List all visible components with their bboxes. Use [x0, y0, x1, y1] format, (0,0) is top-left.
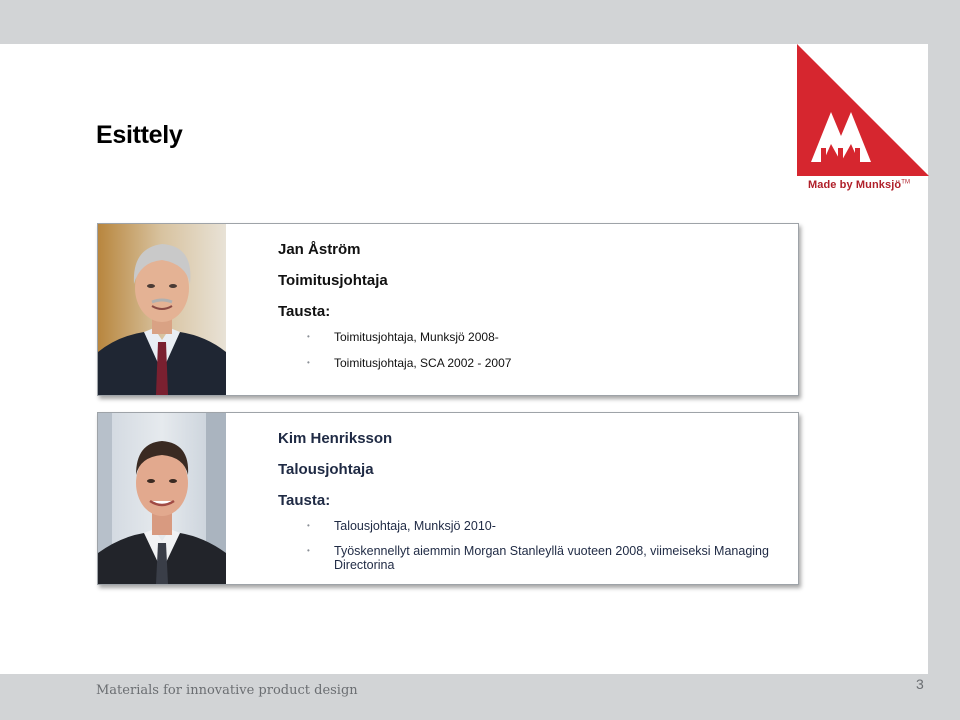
background-heading: Tausta:	[278, 303, 331, 320]
bullet-icon: •	[307, 546, 310, 555]
person-role: Talousjohtaja	[278, 461, 374, 478]
person-card-kim	[97, 412, 799, 585]
person-name: Jan Åström	[278, 241, 361, 258]
logo-wordmark	[808, 179, 910, 191]
person-card-jan	[97, 223, 799, 396]
page-number: 3	[916, 676, 924, 692]
slide-title: Esittely	[96, 121, 183, 149]
portrait-jan-image	[98, 224, 226, 395]
background-item	[278, 519, 778, 533]
bullet-icon: •	[307, 332, 310, 341]
background-heading: Tausta:	[278, 492, 331, 509]
person-name: Kim Henriksson	[278, 430, 393, 447]
portrait-kim	[98, 413, 226, 584]
munksjo-logo-icon	[797, 44, 929, 176]
background-item-text: Työskennellyt aiemmin Morgan Stanleyllä vuoteen 2008, viimeiseksi Managing Directorina	[334, 544, 769, 572]
logo-wordmark-text: Made by Munksjö	[808, 179, 902, 191]
portrait-jan	[98, 224, 226, 395]
background-item-text: Toimitusjohtaja, Munksjö 2008-	[334, 330, 499, 344]
background-item	[278, 544, 778, 572]
logo-trademark: TM	[901, 179, 911, 186]
background-list	[278, 519, 778, 583]
background-item	[278, 356, 778, 370]
bullet-icon: •	[307, 358, 310, 367]
background-item	[278, 330, 778, 344]
footer-tagline: Materials for innovative product design	[96, 683, 358, 698]
background-item-text: Toimitusjohtaja, SCA 2002 - 2007	[334, 356, 512, 370]
background-item-text: Talousjohtaja, Munksjö 2010-	[334, 519, 496, 533]
bullet-icon: •	[307, 521, 310, 530]
portrait-kim-image	[98, 413, 226, 584]
person-role: Toimitusjohtaja	[278, 272, 388, 289]
munksjo-logo	[797, 44, 929, 176]
background-list	[278, 330, 778, 382]
